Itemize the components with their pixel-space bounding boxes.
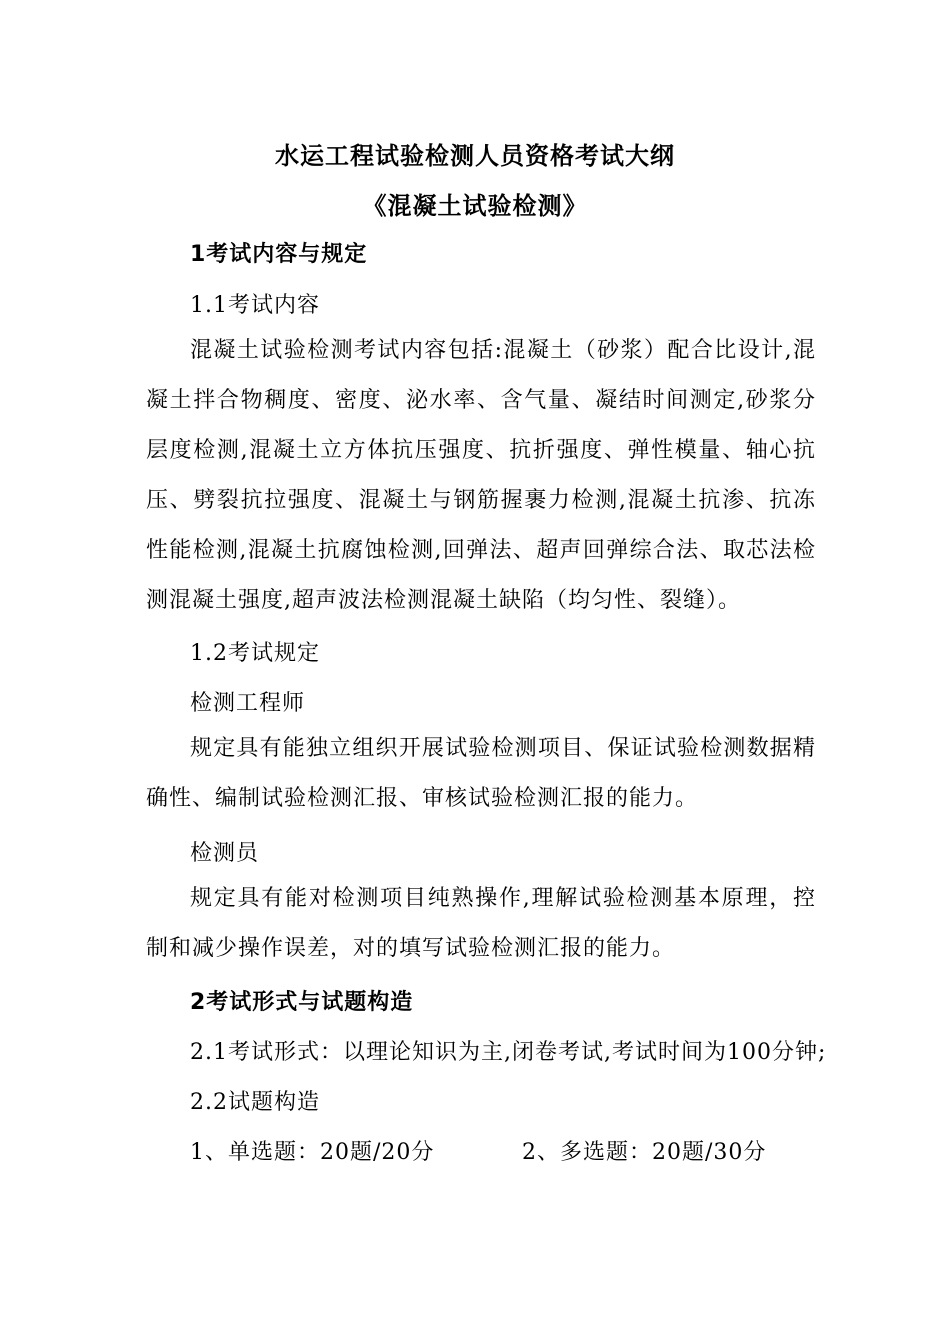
question-type-2: 2、多选题：20题/30分 [522, 1140, 767, 1165]
inspector-label: 检测员 [190, 841, 260, 866]
section-2-2-heading: 2.2试题构造 [190, 1090, 320, 1115]
engineer-body: 规定具有能独立组织开展试验检测项目、保证试验检测数据精确性、编制试验检测汇报、审核试验检测汇报的能力。 [146, 736, 816, 811]
section-2-heading: 2考试形式与试题构造 [190, 990, 414, 1015]
section-1-2-heading: 1.2考试规定 [190, 641, 320, 666]
question-type-1: 1、单选题：20题/20分 [190, 1140, 435, 1165]
engineer-label: 检测工程师 [190, 691, 306, 716]
section-1-1-heading: 1.1考试内容 [190, 293, 320, 318]
document-subtitle: 《混凝土试验检测》 [362, 192, 588, 220]
section-1-1-body: 混凝土试验检测考试内容包括:混凝土（砂浆）配合比设计,混凝土拌合物稠度、密度、泌水率、含气量、凝结时间测定,砂浆分层度检测,混凝土立方体抗压强度、抗折强度、弹性模量、轴心抗压、劈裂抗拉强度、混凝土与钢筋握裹力检测,混凝土抗渗、抗冻性能检测,混凝土抗腐蚀检测,回弹法、超声回弹综合法、取芯法检测混凝土强度,超声波法检测混凝土缺陷（均匀性、裂缝）。 [146, 338, 816, 613]
document-title: 水运工程试验检测人员资格考试大纲 [275, 142, 675, 170]
inspector-body: 规定具有能对检测项目纯熟操作,理解试验检测基本原理，控制和减少操作误差，对的填写试验检测汇报的能力。 [146, 886, 816, 961]
section-2-1-form: 2.1考试形式：以理论知识为主,闭卷考试,考试时间为100分钟; [190, 1040, 827, 1065]
section-1-heading: 1考试内容与规定 [190, 242, 368, 267]
